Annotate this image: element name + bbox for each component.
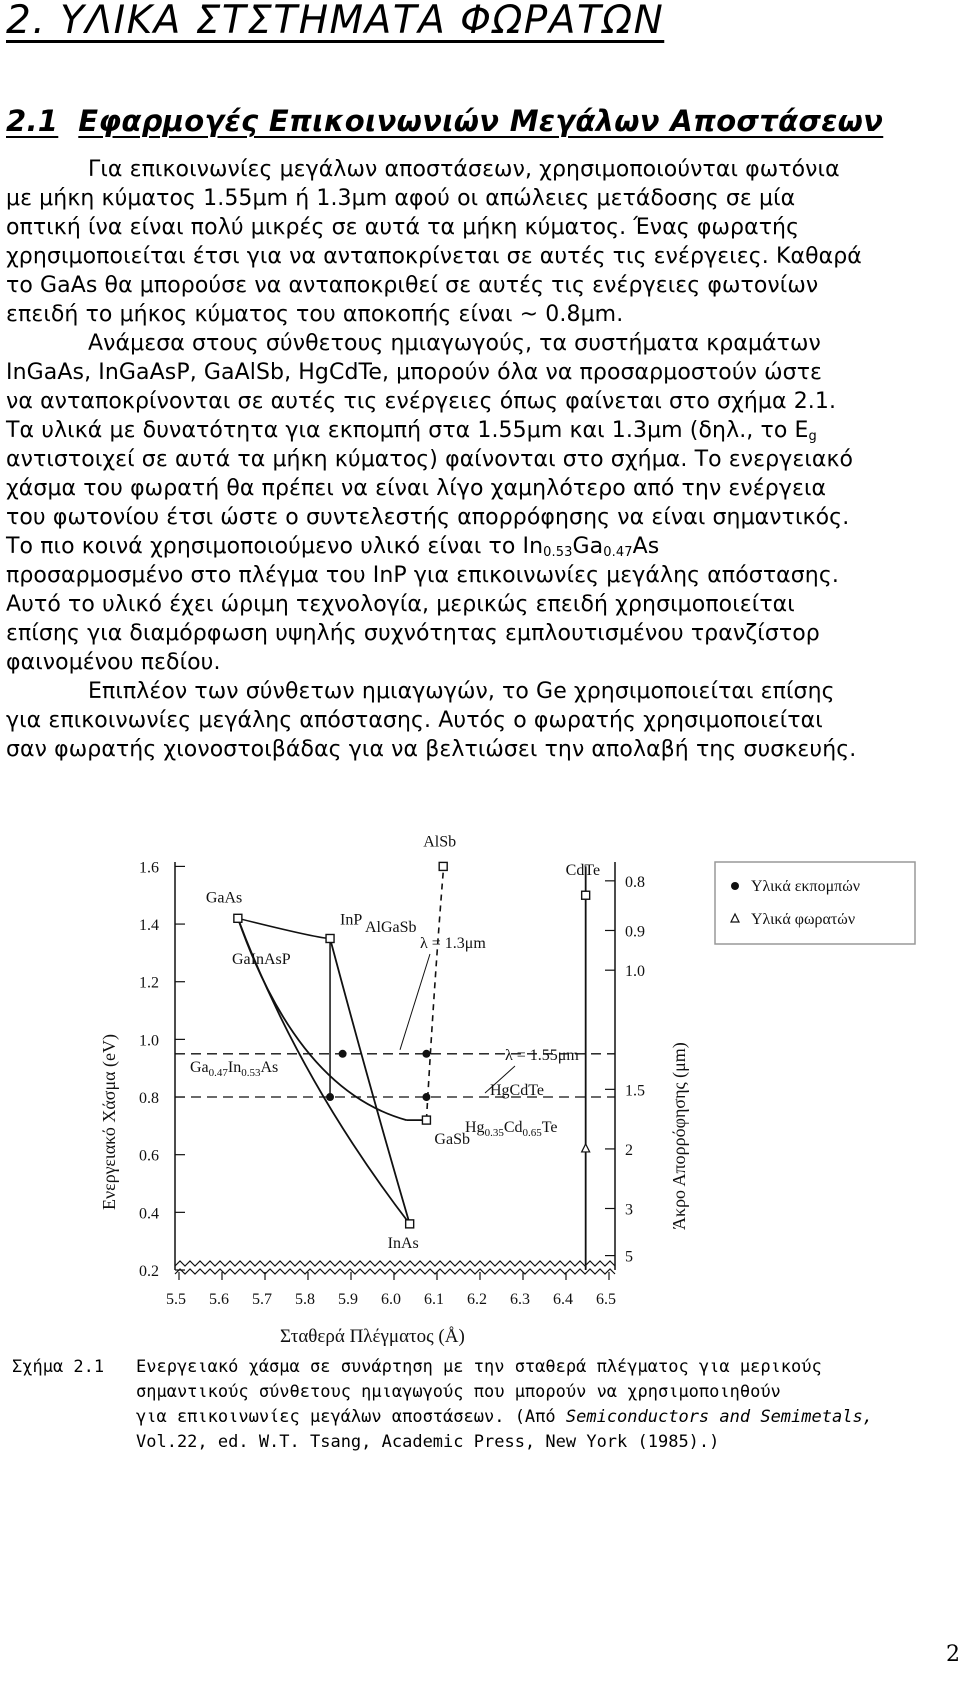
y-tick-label: 0.8 <box>139 1090 159 1108</box>
paragraph-line: το GaAs θα μπορούσε να ανταποκριθεί σε αυτές τις ενέργειες φωτονίων <box>6 273 819 298</box>
label-part: 0.65 <box>522 1127 542 1139</box>
material-label: GaSb <box>434 1131 470 1149</box>
label-part: 0.53 <box>241 1067 261 1079</box>
paragraph-line: Για επικοινωνίες μεγάλων αποστάσεων, χρησιμοποιούνται φωτόνια <box>88 157 840 182</box>
axis-break <box>175 1261 615 1266</box>
y-tick-label: 1.2 <box>139 974 159 992</box>
label-part: Te <box>541 1119 558 1136</box>
curve-label: AlGaSb <box>365 919 417 936</box>
y-tick-label: 1.6 <box>139 859 159 877</box>
x-tick-label: 5.5 <box>166 1291 186 1308</box>
subscript: 0.53 <box>543 545 573 560</box>
y2-tick-label: 2 <box>625 1141 633 1159</box>
legend-box <box>715 862 915 944</box>
material-label: InAs <box>387 1234 419 1252</box>
legend-label: Υλικά φωρατών <box>751 911 856 928</box>
paragraph-line: να ανταποκρίνονται σε αυτές τις ενέργειες όπως φαίνεται στο σχήμα 2.1. <box>6 389 837 414</box>
x-tick-label: 6.0 <box>381 1291 401 1308</box>
paragraph-line <box>6 532 954 561</box>
curve-label: GaInAsP <box>232 951 291 968</box>
line-text: As <box>632 534 660 559</box>
composition-label <box>190 1059 278 1079</box>
y2-tick-label: 3 <box>625 1201 633 1219</box>
y2-tick-label: 1.0 <box>625 963 645 981</box>
material-marker <box>422 1116 430 1124</box>
curve-alsb <box>426 872 443 1120</box>
section-number: 2.1 <box>6 104 59 138</box>
section-heading <box>6 104 883 138</box>
body-text <box>6 155 954 764</box>
label-part: As <box>260 1059 279 1076</box>
caption-line: Ενεργειακό χάσμα σε συνάρτηση με την σταθερά πλέγματος για μερικούς <box>136 1357 822 1377</box>
material-marker <box>326 934 334 942</box>
caption-line-text: για επικοινωνίες μεγάλων αποστάσεων. (Από <box>136 1407 566 1427</box>
emitter-dot <box>422 1093 430 1101</box>
y-tick-label: 1.0 <box>139 1032 159 1050</box>
x-tick-label: 6.4 <box>553 1291 573 1308</box>
detector-triangle <box>582 1144 590 1152</box>
composition-label <box>465 1119 558 1139</box>
paragraph-line: επειδή το μήκος κύματος του αποκοπής είναι ~ 0.8μm. <box>6 302 624 327</box>
bandgap-chart <box>95 833 945 1357</box>
paragraph-line: χρησιμοποιείται έτσι για να ανταποκρίνεται σε αυτές τις ενέργειες. Καθαρά <box>6 244 862 269</box>
paragraph-line: Ανάμεσα στους σύνθετους ημιαγωγούς, τα συστήματα κραμάτων <box>88 331 821 356</box>
y2-tick-label: 5 <box>625 1248 633 1266</box>
paragraph-line: επίσης για διαμόρφωση υψηλής συχνότητας εμπλουτισμένου τρανζίστορ <box>6 621 820 646</box>
y-tick-label: 0.6 <box>139 1147 159 1165</box>
reference-label: λ = 1.3μm <box>420 935 486 952</box>
reference-label: λ = 1.55μm <box>505 1047 579 1064</box>
paragraph-line: φαινομένου πεδίου. <box>6 650 221 675</box>
paragraph-line: με μήκη κύματος 1.55μm ή 1.3μm αφού οι απώλειες μετάδοσης σε μία <box>6 186 796 211</box>
x-tick-label: 6.1 <box>424 1291 444 1308</box>
x-tick-label: 6.2 <box>467 1291 487 1308</box>
curve-algasb <box>238 918 407 1120</box>
label-part: 0.35 <box>484 1127 504 1139</box>
caption-line: Vol.22, ed. W.T. Tsang, Academic Press, New York (1985).) <box>136 1432 720 1452</box>
data-marks <box>234 862 590 1227</box>
x-tick-label: 5.7 <box>252 1291 272 1308</box>
material-marker <box>234 914 242 922</box>
caption-text <box>136 1355 961 1455</box>
subscript: 0.47 <box>603 545 633 560</box>
material-marker <box>439 862 447 870</box>
caption-line: σημαντικούς σύνθετους ημιαγωγούς που μπορούν να χρησιμοποιηθούν <box>136 1382 781 1402</box>
paragraph-line: InGaAs, InGaAsP, GaAlSb, HgCdTe, μπορούν όλα να προσαρμοστούν ώστε <box>6 360 823 385</box>
x-axis-title: Σταθερά Πλέγματος (Å) <box>280 1326 465 1347</box>
x-tick-label: 6.5 <box>596 1291 616 1308</box>
material-label: AlSb <box>423 833 457 851</box>
paragraph-line: προσαρμοσμένο στο πλέγμα του InP για επικοινωνίες μεγάλης απόστασης. <box>6 563 839 588</box>
y2-axis-title: Άκρο Απορρόφησης (μm) <box>669 1042 689 1230</box>
label-part: Ga <box>190 1059 209 1076</box>
y2-tick-label: 0.9 <box>625 923 645 941</box>
y-axis-title: Ενεργειακό Χάσμα (eV) <box>99 1033 119 1210</box>
paragraph-line: οπτική ίνα είναι πολύ μικρές σε αυτά τα μήκη κύματος. Ένας φωρατής <box>6 215 800 240</box>
line-text: Τα υλικά με δυνατότητα για εκπομπή στα 1.55μm και 1.3μm (δηλ., το E <box>6 418 809 443</box>
paragraph-line: του φωτονίου έτσι ώστε ο συντελεστής απορρόφησης να είναι σημαντικός. <box>6 505 850 530</box>
legend <box>715 862 915 944</box>
y-tick-label: 0.2 <box>139 1263 159 1280</box>
label-part: In <box>227 1059 242 1076</box>
paragraph-line: Επιπλέον των σύνθετων ημιαγωγών, το Ge χρησιμοποιείται επίσης <box>88 679 835 704</box>
caption-book-title: Semiconductors and Semimetals, <box>565 1407 873 1427</box>
caption-label: Σχήμα 2.1 <box>12 1357 105 1377</box>
y2-tick-label: 0.8 <box>625 873 645 891</box>
reference-pointer <box>400 954 430 1050</box>
paragraph-line <box>6 416 954 445</box>
y-tick-label: 0.4 <box>139 1205 159 1223</box>
label-part: Cd <box>503 1119 523 1136</box>
emitter-dot <box>326 1093 334 1101</box>
x-tick-label: 5.8 <box>295 1291 315 1308</box>
y2-tick-label: 1.5 <box>625 1082 645 1100</box>
x-tick-label: 5.6 <box>209 1291 229 1308</box>
curve-gaas-inp <box>238 918 330 938</box>
axis-break <box>175 1269 615 1274</box>
curve-label: HgCdTe <box>490 1082 544 1099</box>
label-part: Hg <box>465 1119 485 1136</box>
emitter-dot <box>422 1050 430 1058</box>
page-number: 2 <box>946 1642 960 1667</box>
emitter-dot <box>339 1050 347 1058</box>
curve-inp-inas <box>330 938 410 1223</box>
page-title: 2. ΥΛΙΚΑ ΣΤΣΤΗΜΑΤΑ ΦΩΡΑΤΩΝ <box>6 0 665 43</box>
y-tick-label: 1.4 <box>139 917 159 935</box>
line-text: Ga <box>572 534 604 559</box>
paragraph-line: αντιστοιχεί σε αυτά τα μήκη κύματος) φαίνονται στο σχήμα. Το ενεργειακό <box>6 447 854 472</box>
paragraph-line: σαν φωρατής χιονοστοιβάδας για να βελτιώσει την απολαβή της συσκευής. <box>6 737 857 762</box>
material-marker <box>582 891 590 899</box>
subscript: g <box>808 429 817 444</box>
legend-marker-emitter <box>731 882 739 890</box>
paragraph-line: Αυτό το υλικό έχει ώριμη τεχνολογία, μερικώς επειδή χρησιμοποιείται <box>6 592 795 617</box>
label-part: 0.47 <box>208 1067 228 1079</box>
section-title: Εφαρμογές Επικοινωνιών Μεγάλων Αποστάσεων <box>78 104 884 138</box>
material-label: GaAs <box>205 889 243 907</box>
x-tick-label: 6.3 <box>510 1291 530 1308</box>
caption-line <box>136 1405 961 1430</box>
material-label: CdTe <box>565 862 601 880</box>
paragraph-line: για επικοινωνίες μεγάλης απόστασης. Αυτός ο φωρατής χρησιμοποιείται <box>6 708 823 733</box>
material-marker <box>406 1220 414 1228</box>
paragraph-line: χάσμα του φωρατή θα πρέπει να είναι λίγο χαμηλότερο από την ενέργεια <box>6 476 827 501</box>
legend-label: Υλικά εκπομπών <box>751 878 861 895</box>
x-tick-label: 5.9 <box>338 1291 358 1308</box>
line-text: Το πιο κοινά χρησιμοποιούμενο υλικό είναι το In <box>6 534 544 559</box>
material-label: InP <box>340 911 363 929</box>
figure <box>95 833 945 1357</box>
